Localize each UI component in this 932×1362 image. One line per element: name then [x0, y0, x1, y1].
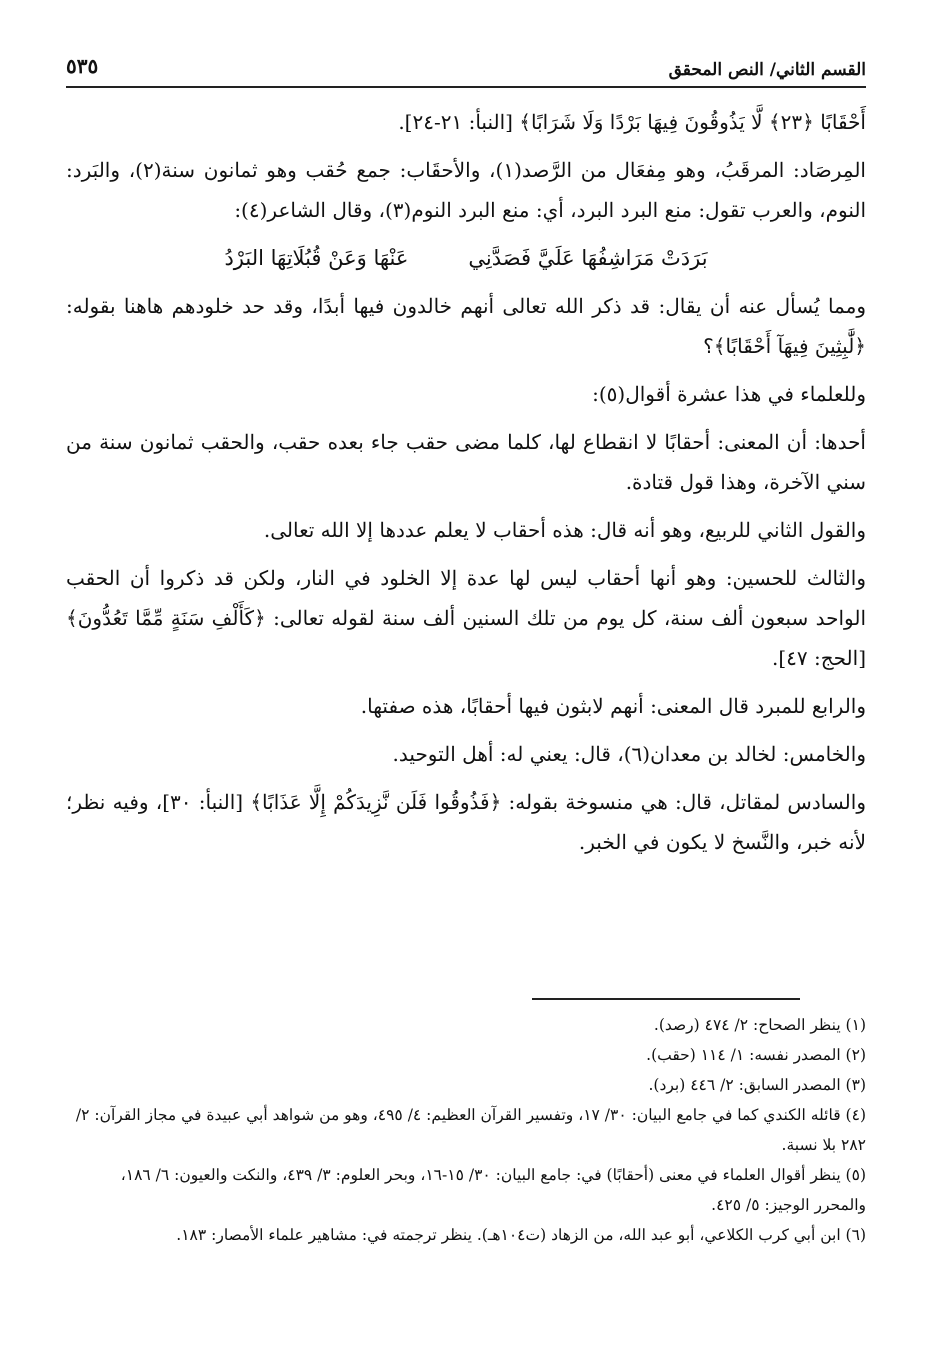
page-header	[66, 52, 866, 88]
poem-hemistich-right: بَرَدَتْ مَرَاشِفُهَا عَلَيَّ فَصَدَّنِي	[468, 246, 708, 270]
paragraph: أَحْقَابًا ﴿٢٣﴾ لَّا يَذُوقُونَ فِيهَا بَرْدًا وَلَا شَرَابًا﴾ [النبأ: ٢١-٢٤].	[398, 110, 866, 134]
footnotes	[66, 1010, 866, 1250]
running-title: القسم الثاني/ النص المحقق	[668, 60, 866, 80]
footnote: (٤) قائله الكندي كما في جامع البيان: ٣٠/ ١٧، وتفسير القرآن العظيم: ٤/ ٤٩٥، وهو من شواهد أبي عبيدة في مجاز القرآن: ٢/ ٢٨٢ بلا نسبة.	[75, 1106, 866, 1154]
paragraph: ومما يُسأل عنه أن يقال: قد ذكر الله تعالى أنهم خالدون فيها أبدًا، وقد حد خلودهم هاهنا بقوله: ﴿لَّٰبِثِينَ فِيهَآ أَحْقَابًا﴾؟	[66, 294, 866, 358]
page-number: ٥٣٥	[66, 54, 99, 78]
footnote: (٣) المصدر السابق: ٢/ ٤٤٦ (برد).	[648, 1076, 866, 1094]
footnote: (٥) ينظر أقوال العلماء في معنى (أحقابًا) في: جامع البيان: ٣٠/ ١٥-١٦، وبحر العلوم: ٣/ ٤٣٩، والنكت والعيون: ٦/ ١٨٦، والمحرر الوجيز: ٥/ ٤٢٥.	[120, 1166, 866, 1214]
poem-verse	[66, 238, 866, 278]
footnote-divider	[532, 998, 800, 1000]
footnote: (١) ينظر الصحاح: ٢/ ٤٧٤ (رصد).	[653, 1016, 866, 1034]
paragraph: المِرصَاد: المرقَبُ، وهو مِفعَال من الرَّصد(١)، والأحقَاب: جمع حُقب وهو ثمانون سنة(٢)، والبَرد: النوم، والعرب تقول: منع البرد البرد، أي: منع البرد النوم(٣)، وقال الشاعر(٤):	[66, 158, 866, 222]
header-divider	[66, 86, 866, 88]
main-text	[66, 102, 866, 870]
paragraph: والثالث للحسين: وهو أنها أحقاب ليس لها عدة إلا الخلود في النار، ولكن قد ذكروا أن الحقب الواحد سبعون ألف سنة، كل يوم من تلك السنين ألف سنة لقوله تعالى: ﴿كَأَلْفِ سَنَةٍ مِّمَّا تَعُدُّونَ﴾ [الحج: ٤٧].	[66, 566, 866, 670]
paragraph: والرابع للمبرد قال المعنى: أنهم لابثون فيها أحقابًا، هذه صفتها.	[360, 694, 866, 718]
paragraph: والخامس: لخالد بن معدان(٦)، قال: يعني له: أهل التوحيد.	[392, 742, 866, 766]
footnote: (٢) المصدر نفسه: ١/ ١١٤ (حقب).	[646, 1046, 866, 1064]
paragraph: أحدها: أن المعنى: أحقابًا لا انقطاع لها، كلما مضى حقب جاء بعده حقب، والحقب ثمانون سنة من سني الآخرة، وهذا قول قتادة.	[66, 430, 866, 494]
paragraph: وللعلماء في هذا عشرة أقوال(٥):	[592, 382, 866, 406]
paragraph: والسادس لمقاتل، قال: هي منسوخة بقوله: ﴿فَذُوقُوا فَلَن نَّزِيدَكُمْ إِلَّا عَذَابًا﴾ [النبأ: ٣٠]، وفيه نظر؛ لأنه خبر، والنَّسخ لا يكون في الخبر.	[66, 790, 866, 854]
poem-hemistich-left: عَنْهَا وَعَنْ قُبُلَاتِهَا البَرْدُ	[224, 246, 409, 270]
footnote: (٦) ابن أبي كرب الكلاعي، أبو عبد الله، من الزهاد (ت١٠٤هـ). ينظر ترجمته في: مشاهير علماء الأمصار: ١٨٣.	[176, 1226, 866, 1244]
paragraph: والقول الثاني للربيع، وهو أنه قال: هذه أحقاب لا يعلم عددها إلا الله تعالى.	[263, 518, 866, 542]
